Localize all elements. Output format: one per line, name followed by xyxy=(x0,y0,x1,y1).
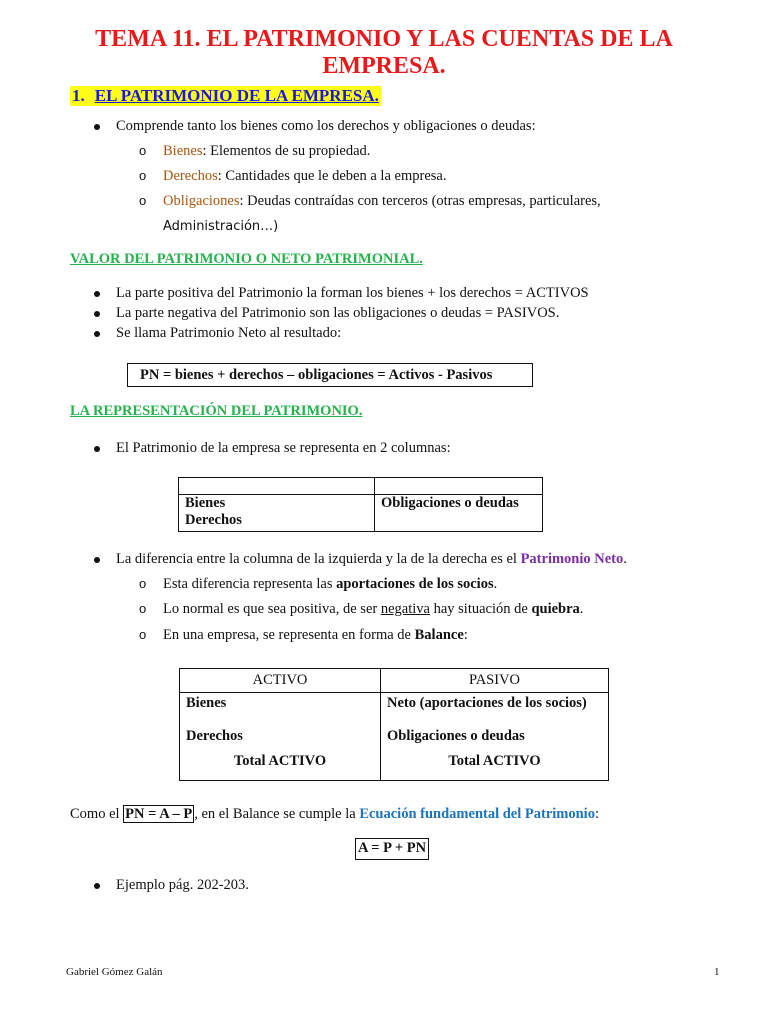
term-obligaciones: Obligaciones xyxy=(163,193,240,209)
balance-total-right: Total ACTIVO xyxy=(448,753,541,769)
t1-obligaciones: Obligaciones o deudas xyxy=(381,495,519,511)
balance-obligaciones: Obligaciones o deudas xyxy=(387,728,525,744)
balance-spacer xyxy=(387,770,602,780)
como-line xyxy=(70,805,599,823)
como-end: : xyxy=(594,806,599,822)
t1-right-cell xyxy=(375,495,543,532)
como-text: Como el xyxy=(70,806,124,822)
sub-quiebra xyxy=(163,600,583,618)
balance-bienes: Bienes xyxy=(186,695,227,711)
valor-heading: VALOR DEL PATRIMONIO O NETO PATRIMONIAL. xyxy=(70,251,423,267)
representacion-bullet: El Patrimonio de la empresa se representa en 2 columnas: xyxy=(116,440,451,456)
t1-empty-left xyxy=(179,478,375,495)
diferencia-bullet xyxy=(116,550,627,568)
item-obligaciones xyxy=(163,192,601,210)
t1-empty-right xyxy=(375,478,543,495)
balance-left-cell xyxy=(180,693,381,781)
desc-bienes: : Elementos de su propiedad. xyxy=(202,143,371,159)
balance-derechos: Derechos xyxy=(186,728,243,744)
diferencia-text: La diferencia entre la columna de la izquierda y la de la derecha es el xyxy=(116,551,521,567)
equation-box: A = P + PN xyxy=(355,838,429,860)
sub1-bold: aportaciones de los socios xyxy=(336,576,494,592)
sub3-end: : xyxy=(463,627,468,643)
term-bienes: Bienes xyxy=(163,143,203,159)
sub3-text: En una empresa, se representa en forma de xyxy=(163,627,415,643)
sub2-underlined: negativa xyxy=(380,601,430,617)
sub2-mid: hay situación de xyxy=(429,601,532,617)
t1-derechos: Derechos xyxy=(185,512,242,528)
balance-header-activo: ACTIVO xyxy=(180,669,381,693)
balance-total-left: Total ACTIVO xyxy=(233,753,327,769)
section-heading-1 xyxy=(70,86,381,106)
valor-bullet-1: La parte positiva del Patrimonio la forman los bienes + los derechos = ACTIVOS xyxy=(116,285,589,301)
footer-author: Gabriel Gómez Galán xyxy=(66,966,163,978)
sub1-text: Esta diferencia representa las xyxy=(163,576,337,592)
desc-obligaciones-cont: Administración…) xyxy=(163,219,279,234)
t1-left-cell xyxy=(179,495,375,532)
term-derechos: Derechos xyxy=(163,168,218,184)
desc-obligaciones: : Deudas contraídas con terceros (otras empresas, particulares, xyxy=(239,193,601,209)
sub1-end: . xyxy=(493,576,498,592)
pn-formula-box: PN = bienes + derechos – obligaciones = Activos - Pasivos xyxy=(127,363,533,387)
pn-boxed: PN = A – P xyxy=(125,806,193,822)
representacion-heading: LA REPRESENTACIÓN DEL PATRIMONIO. xyxy=(70,403,363,419)
valor-bullet-3: Se llama Patrimonio Neto al resultado: xyxy=(116,325,342,341)
ecuacion-term: Ecuación fundamental del Patrimonio xyxy=(359,806,595,822)
desc-derechos: : Cantidades que le deben a la empresa. xyxy=(217,168,447,184)
two-column-table xyxy=(178,477,543,532)
sub2-end: . xyxy=(579,601,584,617)
ejemplo-bullet: Ejemplo pág. 202-203. xyxy=(116,877,249,893)
como-mid: , en el Balance se cumple la xyxy=(194,806,360,822)
sub-balance xyxy=(163,626,468,644)
section-number: 1. xyxy=(72,86,85,105)
page-title: TEMA 11. EL PATRIMONIO Y LAS CUENTAS DE LA EMPRESA. xyxy=(95,26,673,79)
balance-header-pasivo: PASIVO xyxy=(381,669,609,693)
balance-neto: Neto (aportaciones de los socios) xyxy=(387,695,587,711)
item-bienes xyxy=(163,142,370,160)
diferencia-end: . xyxy=(623,551,627,567)
sub2-text: Lo normal es que sea positiva, de ser xyxy=(163,601,381,617)
balance-right-cell xyxy=(381,693,609,781)
sub3-bold: Balance xyxy=(414,627,464,643)
t1-bienes: Bienes xyxy=(185,495,226,511)
sub2-bold: quiebra xyxy=(531,601,580,617)
patrimonio-neto-term: Patrimonio Neto xyxy=(520,551,624,567)
balance-table xyxy=(179,668,609,781)
intro-bullet: Comprende tanto los bienes como los derechos y obligaciones o deudas: xyxy=(116,118,536,134)
item-derechos xyxy=(163,167,446,185)
footer-page-number: 1 xyxy=(714,966,720,978)
sub-aportaciones xyxy=(163,575,497,593)
valor-bullet-2: La parte negativa del Patrimonio son las obligaciones o deudas = PASIVOS. xyxy=(116,305,560,321)
section-title: EL PATRIMONIO DE LA EMPRESA. xyxy=(94,86,379,105)
